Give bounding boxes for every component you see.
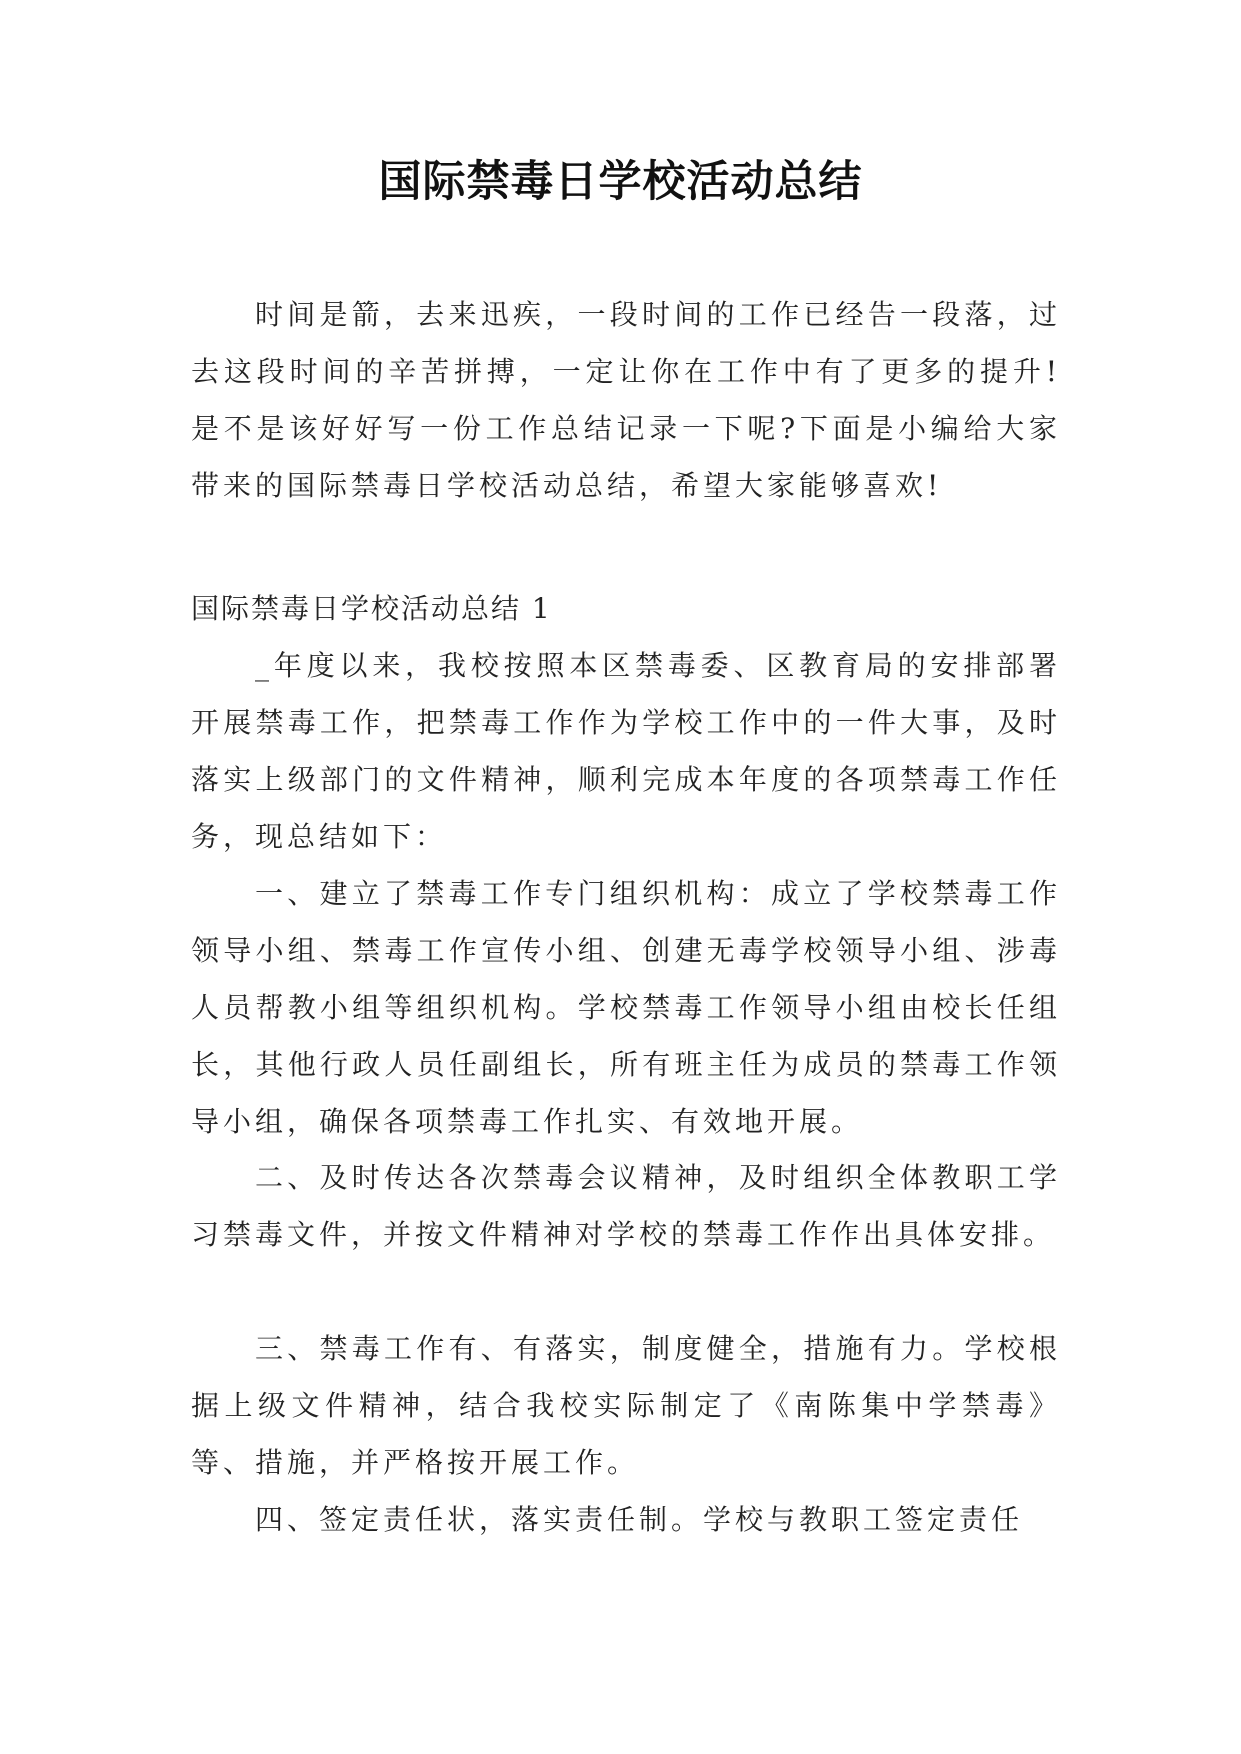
document-title: 国际禁毒日学校活动总结 <box>378 157 863 207</box>
paragraph-2: 一、建立了禁毒工作专门组织机构：成立了学校禁毒工作领导小组、禁毒工作宣传小组、创建无毒学校领导小组、涉毒人员帮教小组等组织机构。学校禁毒工作领导小组由校长任组长，其他行政人员任副组长，所有班主任为成员的禁毒工作领导小组，确保各项禁毒工作扎实、有效地开展。 <box>191 877 1061 1138</box>
paragraph-5: 四、签定责任状，落实责任制。学校与教职工签定责任 <box>255 1503 1024 1536</box>
paragraph-1: _年度以来，我校按照本区禁毒委、区教育局的安排部署开展禁毒工作，把禁毒工作作为学校工作中的一件大事，及时落实上级部门的文件精神，顺利完成本年度的各项禁毒工作任务，现总结如下： <box>191 649 1061 853</box>
paragraph-3: 二、及时传达各次禁毒会议精神，及时组织全体教职工学习禁毒文件，并按文件精神对学校的禁毒工作作出具体安排。 <box>191 1161 1061 1251</box>
intro-paragraph: 时间是箭，去来迅疾，一段时间的工作已经告一段落，过去这段时间的辛苦拼搏，一定让你在工作中有了更多的提升!是不是该好好写一份工作总结记录一下呢?下面是小编给大家带来的国际禁毒日学校活动总结，希望大家能够喜欢! <box>191 298 1061 502</box>
section-heading: 国际禁毒日学校活动总结 1 <box>191 592 552 625</box>
paragraph-4: 三、禁毒工作有、有落实，制度健全，措施有力。学校根据上级文件精神，结合我校实际制定了《南陈集中学禁毒》等、措施，并严格按开展工作。 <box>191 1332 1061 1479</box>
